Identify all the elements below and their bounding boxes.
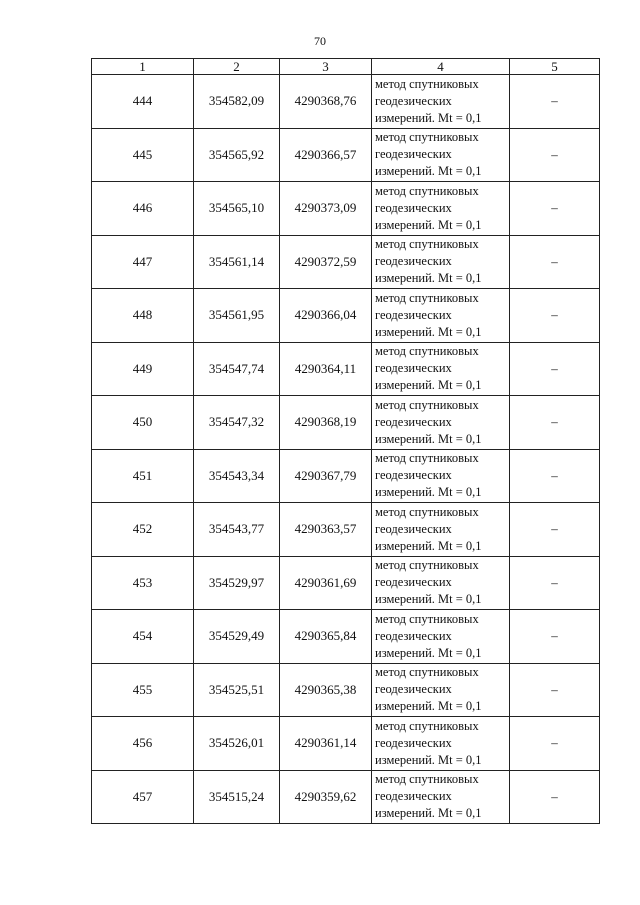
method-line: измерений. Mt = 0,1 (375, 592, 482, 607)
table-row (92, 396, 600, 450)
method-cell (372, 770, 510, 824)
method-line: геодезических (375, 200, 452, 215)
point-number-cell: 454 (92, 610, 194, 664)
y-coordinate-cell: 4290366,57 (280, 128, 372, 182)
method-line: измерений. Mt = 0,1 (375, 806, 482, 821)
point-number-cell: 451 (92, 449, 194, 503)
method-line: геодезических (375, 93, 452, 108)
method-line: метод спутниковых (375, 130, 479, 145)
x-coordinate-cell: 354582,09 (194, 75, 280, 129)
note-cell: – (510, 182, 600, 236)
note-cell: – (510, 235, 600, 289)
point-number-cell: 446 (92, 182, 194, 236)
header-col-2: 2 (194, 59, 280, 75)
method-line: метод спутниковых (375, 558, 479, 573)
table-header-row (92, 59, 600, 75)
note-cell: – (510, 663, 600, 717)
method-cell (372, 449, 510, 503)
point-number-cell: 445 (92, 128, 194, 182)
header-col-3: 3 (280, 59, 372, 75)
y-coordinate-cell: 4290368,76 (280, 75, 372, 129)
y-coordinate-cell: 4290364,11 (280, 342, 372, 396)
method-line: измерений. Mt = 0,1 (375, 110, 482, 125)
method-cell (372, 396, 510, 450)
method-line: геодезических (375, 468, 452, 483)
table-row (92, 449, 600, 503)
method-cell (372, 235, 510, 289)
method-cell (372, 556, 510, 610)
method-line: метод спутниковых (375, 183, 479, 198)
method-line: метод спутниковых (375, 397, 479, 412)
table-row (92, 235, 600, 289)
y-coordinate-cell: 4290368,19 (280, 396, 372, 450)
method-line: измерений. Mt = 0,1 (375, 645, 482, 660)
method-line: измерений. Mt = 0,1 (375, 324, 482, 339)
x-coordinate-cell: 354547,74 (194, 342, 280, 396)
point-number-cell: 452 (92, 503, 194, 557)
note-cell: – (510, 342, 600, 396)
page-number: 70 (314, 34, 326, 48)
x-coordinate-cell: 354525,51 (194, 663, 280, 717)
note-cell: – (510, 503, 600, 557)
method-line: геодезических (375, 307, 452, 322)
method-line: геодезических (375, 789, 452, 804)
method-cell (372, 663, 510, 717)
method-cell (372, 75, 510, 129)
method-line: измерений. Mt = 0,1 (375, 271, 482, 286)
table-row (92, 342, 600, 396)
x-coordinate-cell: 354561,14 (194, 235, 280, 289)
method-line: геодезических (375, 147, 452, 162)
table-row (92, 503, 600, 557)
point-number-cell: 457 (92, 770, 194, 824)
method-line: геодезических (375, 414, 452, 429)
method-line: геодезических (375, 628, 452, 643)
y-coordinate-cell: 4290361,14 (280, 717, 372, 771)
method-line: измерений. Mt = 0,1 (375, 217, 482, 232)
table-row (92, 663, 600, 717)
table-row (92, 128, 600, 182)
coordinates-table (91, 58, 600, 824)
method-line: измерений. Mt = 0,1 (375, 431, 482, 446)
x-coordinate-cell: 354543,77 (194, 503, 280, 557)
x-coordinate-cell: 354565,92 (194, 128, 280, 182)
method-line: измерений. Mt = 0,1 (375, 538, 482, 553)
method-line: метод спутниковых (375, 611, 479, 626)
point-number-cell: 449 (92, 342, 194, 396)
x-coordinate-cell: 354515,24 (194, 770, 280, 824)
y-coordinate-cell: 4290361,69 (280, 556, 372, 610)
method-line: измерений. Mt = 0,1 (375, 485, 482, 500)
note-cell: – (510, 396, 600, 450)
table-row (92, 289, 600, 343)
point-number-cell: 447 (92, 235, 194, 289)
x-coordinate-cell: 354529,97 (194, 556, 280, 610)
method-line: метод спутниковых (375, 504, 479, 519)
method-line: геодезических (375, 682, 452, 697)
table-row (92, 556, 600, 610)
method-line: геодезических (375, 575, 452, 590)
point-number-cell: 444 (92, 75, 194, 129)
method-line: метод спутниковых (375, 718, 479, 733)
x-coordinate-cell: 354529,49 (194, 610, 280, 664)
method-line: геодезических (375, 521, 452, 536)
point-number-cell: 453 (92, 556, 194, 610)
header-col-5: 5 (510, 59, 600, 75)
x-coordinate-cell: 354565,10 (194, 182, 280, 236)
x-coordinate-cell: 354547,32 (194, 396, 280, 450)
x-coordinate-cell: 354526,01 (194, 717, 280, 771)
y-coordinate-cell: 4290359,62 (280, 770, 372, 824)
point-number-cell: 455 (92, 663, 194, 717)
note-cell: – (510, 289, 600, 343)
method-cell (372, 717, 510, 771)
method-line: геодезических (375, 254, 452, 269)
note-cell: – (510, 610, 600, 664)
method-line: измерений. Mt = 0,1 (375, 378, 482, 393)
y-coordinate-cell: 4290367,79 (280, 449, 372, 503)
note-cell: – (510, 717, 600, 771)
method-line: измерений. Mt = 0,1 (375, 699, 482, 714)
method-line: метод спутниковых (375, 451, 479, 466)
table-row (92, 75, 600, 129)
method-line: метод спутниковых (375, 76, 479, 91)
table-body (92, 75, 600, 824)
table-row (92, 770, 600, 824)
y-coordinate-cell: 4290366,04 (280, 289, 372, 343)
y-coordinate-cell: 4290365,84 (280, 610, 372, 664)
y-coordinate-cell: 4290373,09 (280, 182, 372, 236)
y-coordinate-cell: 4290372,59 (280, 235, 372, 289)
method-line: геодезических (375, 735, 452, 750)
note-cell: – (510, 770, 600, 824)
method-cell (372, 289, 510, 343)
method-line: метод спутниковых (375, 344, 479, 359)
method-cell (372, 182, 510, 236)
method-cell (372, 342, 510, 396)
y-coordinate-cell: 4290363,57 (280, 503, 372, 557)
y-coordinate-cell: 4290365,38 (280, 663, 372, 717)
point-number-cell: 456 (92, 717, 194, 771)
method-line: метод спутниковых (375, 237, 479, 252)
x-coordinate-cell: 354561,95 (194, 289, 280, 343)
point-number-cell: 448 (92, 289, 194, 343)
note-cell: – (510, 556, 600, 610)
table-row (92, 182, 600, 236)
note-cell: – (510, 449, 600, 503)
note-cell: – (510, 128, 600, 182)
method-line: измерений. Mt = 0,1 (375, 164, 482, 179)
table-row (92, 610, 600, 664)
method-cell (372, 128, 510, 182)
method-cell (372, 503, 510, 557)
method-line: метод спутниковых (375, 772, 479, 787)
method-line: геодезических (375, 361, 452, 376)
header-col-4: 4 (372, 59, 510, 75)
note-cell: – (510, 75, 600, 129)
x-coordinate-cell: 354543,34 (194, 449, 280, 503)
table-row (92, 717, 600, 771)
method-cell (372, 610, 510, 664)
header-col-1: 1 (92, 59, 194, 75)
method-line: метод спутниковых (375, 665, 479, 680)
method-line: измерений. Mt = 0,1 (375, 752, 482, 767)
method-line: метод спутниковых (375, 290, 479, 305)
point-number-cell: 450 (92, 396, 194, 450)
